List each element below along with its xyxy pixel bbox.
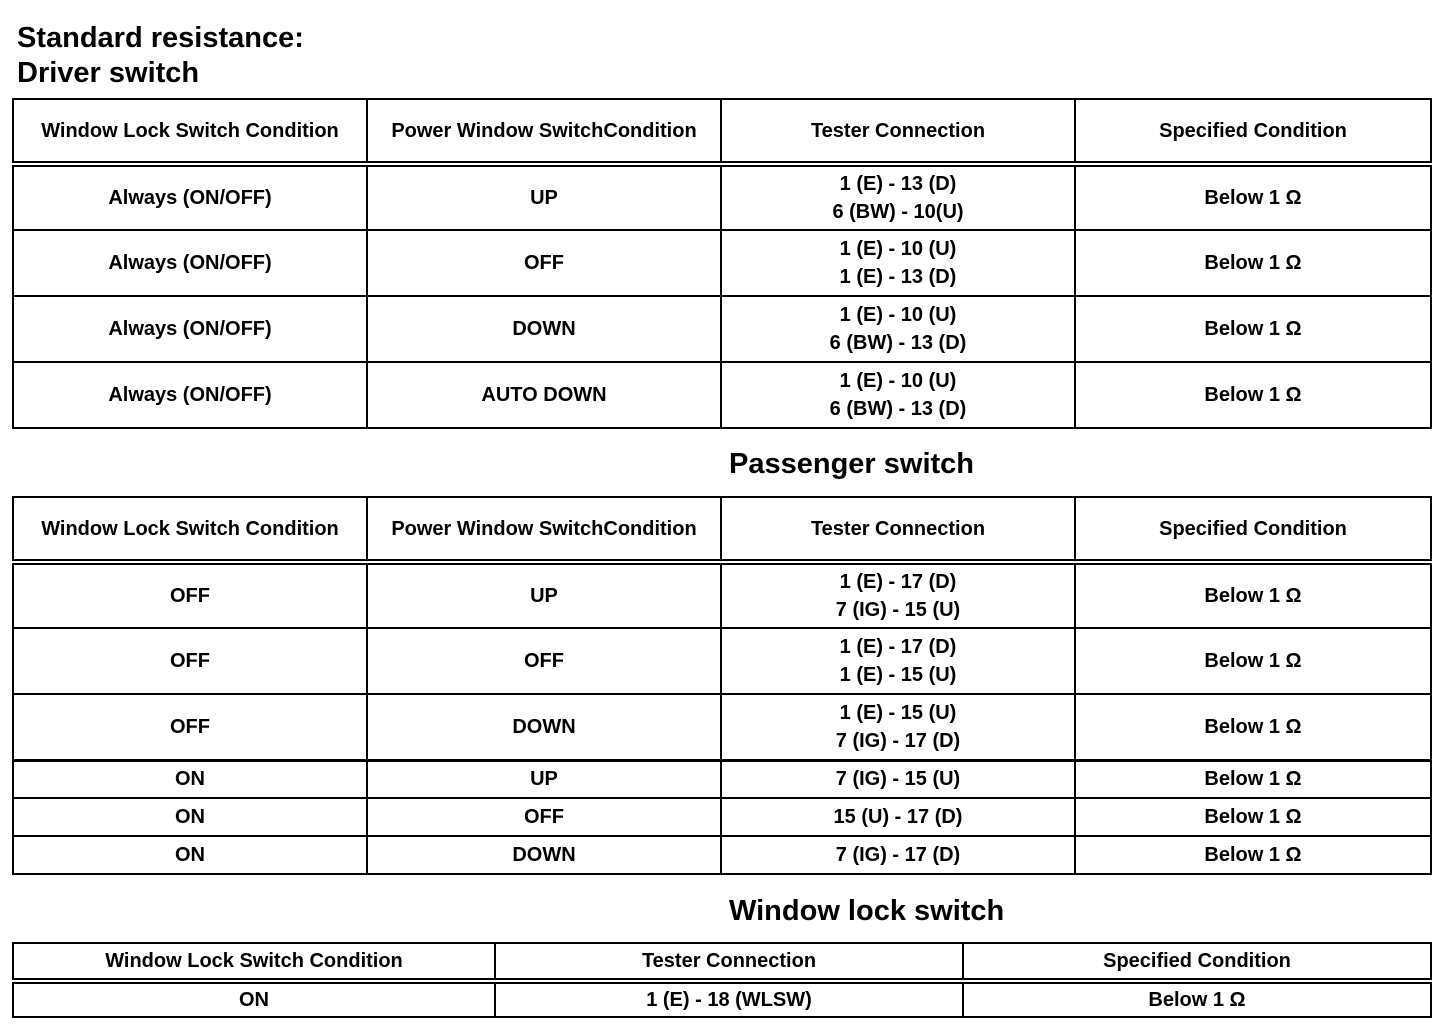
lock-cell: ON <box>13 836 367 874</box>
lock-cell: OFF <box>13 562 367 628</box>
table-row <box>13 628 1431 694</box>
table-row <box>13 230 1431 296</box>
lock-cell: Always (ON/OFF) <box>13 164 367 230</box>
title-standard-resistance: Standard resistance: <box>17 22 304 54</box>
header-tester-connection: Tester Connection <box>495 943 963 981</box>
connection-cell: 1 (E) - 10 (U) 6 (BW) - 13 (D) <box>721 362 1075 428</box>
table-row <box>13 562 1431 628</box>
header-specified-condition: Specified Condition <box>963 943 1431 981</box>
heading-driver-switch: Driver switch <box>17 57 200 89</box>
spec-cell: Below 1 Ω <box>1075 230 1431 296</box>
heading-window-lock-switch: Window lock switch <box>729 895 1005 927</box>
table-row <box>13 694 1431 760</box>
lock-cell: OFF <box>13 628 367 694</box>
power-cell: UP <box>367 164 721 230</box>
spec-cell: Below 1 Ω <box>1075 836 1431 874</box>
connection-cell: 1 (E) - 17 (D) 7 (IG) - 15 (U) <box>721 562 1075 628</box>
power-cell: DOWN <box>367 694 721 760</box>
lock-cell: ON <box>13 981 495 1017</box>
power-cell: AUTO DOWN <box>367 362 721 428</box>
table-row <box>13 798 1431 836</box>
header-specified-condition: Specified Condition <box>1075 99 1431 164</box>
header-tester-connection: Tester Connection <box>721 497 1075 562</box>
table-row <box>13 836 1431 874</box>
header-lock-condition: Window Lock Switch Condition <box>13 943 495 981</box>
driver-switch-table <box>12 98 1432 429</box>
spec-cell: Below 1 Ω <box>1075 798 1431 836</box>
connection-cell: 1 (E) - 15 (U) 7 (IG) - 17 (D) <box>721 694 1075 760</box>
lock-cell: ON <box>13 760 367 798</box>
connection-cell: 7 (IG) - 17 (D) <box>721 836 1075 874</box>
power-cell: DOWN <box>367 296 721 362</box>
table-row <box>13 760 1431 798</box>
connection-cell: 15 (U) - 17 (D) <box>721 798 1075 836</box>
connection-cell: 7 (IG) - 15 (U) <box>721 760 1075 798</box>
lock-cell: ON <box>13 798 367 836</box>
spec-cell: Below 1 Ω <box>1075 694 1431 760</box>
spec-cell: Below 1 Ω <box>1075 760 1431 798</box>
spec-cell: Below 1 Ω <box>1075 164 1431 230</box>
spec-cell: Below 1 Ω <box>1075 362 1431 428</box>
table-row <box>13 981 1431 1017</box>
lock-cell: OFF <box>13 694 367 760</box>
header-lock-condition: Window Lock Switch Condition <box>13 99 367 164</box>
header-power-window-condition: Power Window SwitchCondition <box>367 99 721 164</box>
heading-passenger-switch: Passenger switch <box>729 448 974 480</box>
power-cell: DOWN <box>367 836 721 874</box>
header-specified-condition: Specified Condition <box>1075 497 1431 562</box>
table-row <box>13 362 1431 428</box>
spec-cell: Below 1 Ω <box>963 981 1431 1017</box>
spec-cell: Below 1 Ω <box>1075 628 1431 694</box>
passenger-switch-table <box>12 496 1432 875</box>
connection-cell: 1 (E) - 17 (D) 1 (E) - 15 (U) <box>721 628 1075 694</box>
header-tester-connection: Tester Connection <box>721 99 1075 164</box>
header-lock-condition: Window Lock Switch Condition <box>13 497 367 562</box>
spec-cell: Below 1 Ω <box>1075 296 1431 362</box>
lock-cell: Always (ON/OFF) <box>13 230 367 296</box>
spec-cell: Below 1 Ω <box>1075 562 1431 628</box>
power-cell: UP <box>367 760 721 798</box>
connection-cell: 1 (E) - 10 (U) 6 (BW) - 13 (D) <box>721 296 1075 362</box>
power-cell: UP <box>367 562 721 628</box>
lock-cell: Always (ON/OFF) <box>13 296 367 362</box>
connection-cell: 1 (E) - 13 (D) 6 (BW) - 10(U) <box>721 164 1075 230</box>
connection-cell: 1 (E) - 10 (U) 1 (E) - 13 (D) <box>721 230 1075 296</box>
lock-cell: Always (ON/OFF) <box>13 362 367 428</box>
table-row <box>13 164 1431 230</box>
window-lock-switch-table <box>12 942 1432 1018</box>
power-cell: OFF <box>367 230 721 296</box>
connection-cell: 1 (E) - 18 (WLSW) <box>495 981 963 1017</box>
power-cell: OFF <box>367 798 721 836</box>
power-cell: OFF <box>367 628 721 694</box>
table-row <box>13 296 1431 362</box>
header-power-window-condition: Power Window SwitchCondition <box>367 497 721 562</box>
